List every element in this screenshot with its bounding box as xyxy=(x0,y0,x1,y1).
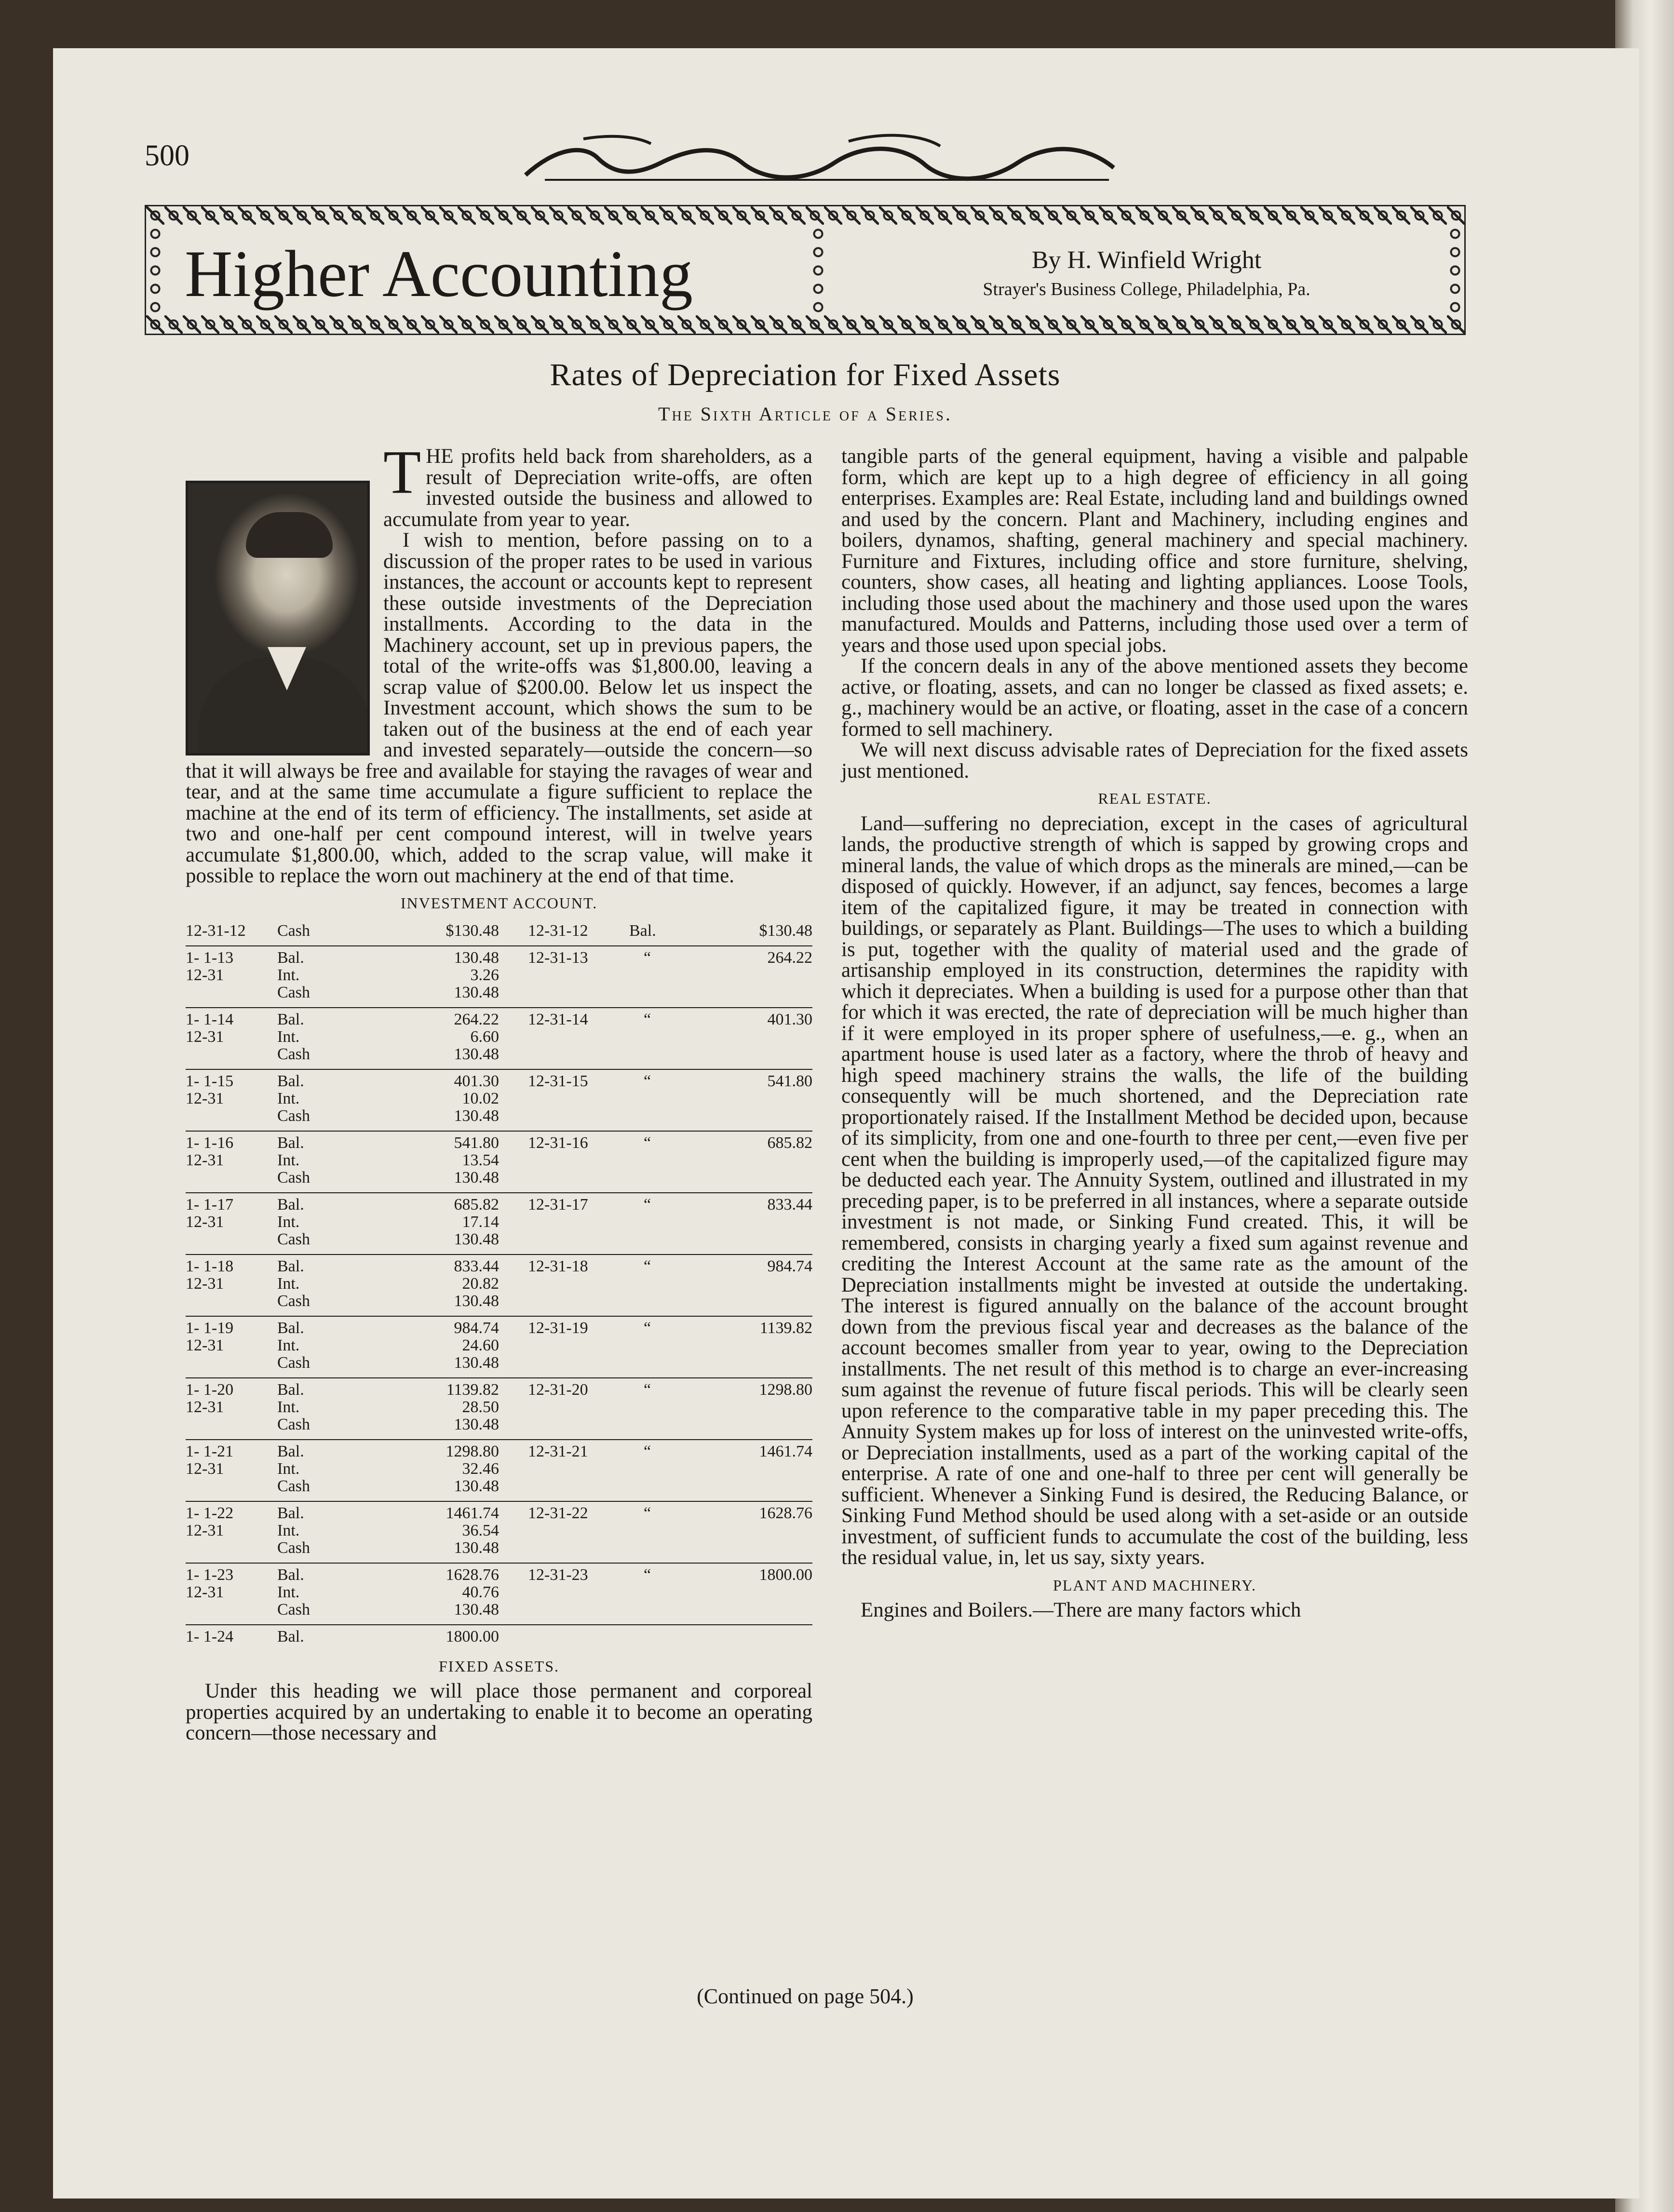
ledger-credit-amount: 1461.74 xyxy=(759,1442,812,1460)
ledger-label: Int. xyxy=(277,1521,300,1539)
article-title: Rates of Depreciation for Fixed Assets xyxy=(550,357,1061,392)
ledger-label: Cash xyxy=(277,1292,310,1310)
ledger-credit-date: 12-31-15 xyxy=(528,1072,588,1090)
ledger-entry xyxy=(186,1192,812,1252)
ledger-cash: 130.48 xyxy=(454,1353,499,1372)
ledger-interest: 36.54 xyxy=(462,1521,499,1539)
ledger-date: 12-31-12 xyxy=(186,921,246,940)
ledger-date: 1- 1-15 xyxy=(186,1072,234,1090)
ledger-date: 1- 1-16 xyxy=(186,1133,234,1152)
ornament-border-top xyxy=(146,206,1464,225)
ledger-interest: 40.76 xyxy=(462,1583,499,1601)
ledger-ditto: “ xyxy=(644,1319,651,1337)
ledger-date: 1- 1-20 xyxy=(186,1380,234,1399)
ledger-ditto: “ xyxy=(644,1195,651,1214)
intro-text: HE profits held back from shareholders, as a result of Depreciation write-offs, are often invested outside the business and allowed to accumulate from year to year. xyxy=(383,445,812,531)
ledger-label: Bal. xyxy=(277,1380,304,1399)
ledger-entry xyxy=(186,1501,812,1561)
ledger-credit-date: 12-31-22 xyxy=(528,1504,588,1522)
ledger-credit-date: 12-31-21 xyxy=(528,1442,588,1460)
ledger-label: Int. xyxy=(277,1398,300,1416)
ledger-credit-date: 12-31-20 xyxy=(528,1380,588,1399)
ledger-entry xyxy=(186,1254,812,1314)
ledger-label: Cash xyxy=(277,1045,310,1063)
ledger-label: Int. xyxy=(277,1459,300,1478)
ledger-label: Bal. xyxy=(277,1319,304,1337)
ledger-credit-date: 12-31-16 xyxy=(528,1133,588,1152)
ledger-label: Bal. xyxy=(277,1504,304,1522)
ledger-balance: 1461.74 xyxy=(446,1504,499,1522)
ledger-credit-amount: 541.80 xyxy=(767,1072,812,1090)
ledger-credit-amount: $130.48 xyxy=(759,921,812,940)
ledger-interest: 13.54 xyxy=(462,1151,499,1169)
ledger-date-end: 12-31 xyxy=(186,1459,224,1478)
ledger-title: INVESTMENT ACCOUNT. xyxy=(400,894,598,912)
ledger-credit-amount: 984.74 xyxy=(767,1257,812,1275)
ledger-label: Int. xyxy=(277,1151,300,1169)
ledger-date-end: 12-31 xyxy=(186,1027,224,1046)
ledger-label: Cash xyxy=(277,983,310,1001)
ledger-label: Cash xyxy=(277,1477,310,1495)
ledger-credit-date: 12-31-13 xyxy=(528,948,588,967)
ledger-label: Int. xyxy=(277,1336,300,1354)
drop-cap: T xyxy=(383,438,421,506)
ledger-date: 1- 1-19 xyxy=(186,1319,234,1337)
ledger-label: Cash xyxy=(277,1415,310,1433)
ledger-entry xyxy=(186,1439,812,1499)
ledger-label: Int. xyxy=(277,1089,300,1107)
ledger-ditto: “ xyxy=(644,1442,651,1460)
ledger-credit-amount: 685.82 xyxy=(767,1133,812,1152)
ledger-date: 1- 1-21 xyxy=(186,1442,234,1460)
ledger-interest: 17.14 xyxy=(462,1213,499,1231)
ledger-date: 1- 1-17 xyxy=(186,1195,234,1214)
ledger-date: 1- 1-13 xyxy=(186,948,234,967)
ledger-credit-amount: 264.22 xyxy=(767,948,812,967)
ledger-label: Cash xyxy=(277,1168,310,1187)
ledger-balance: 685.82 xyxy=(454,1195,499,1214)
ledger-cash: 130.48 xyxy=(454,1106,499,1125)
ledger-balance: 1628.76 xyxy=(446,1565,499,1584)
ledger-entry xyxy=(186,1377,812,1437)
ledger-balance: 833.44 xyxy=(454,1257,499,1275)
ledger-entry-first xyxy=(186,919,812,944)
ledger-cash: 130.48 xyxy=(454,1168,499,1187)
ledger-date: 1- 1-18 xyxy=(186,1257,234,1275)
ledger-credit-label: Bal. xyxy=(629,921,656,940)
ledger-interest: 24.60 xyxy=(462,1336,499,1354)
ledger-label: Bal. xyxy=(277,1010,304,1028)
ledger-label: Bal. xyxy=(277,1133,304,1152)
plant-machinery-heading: PLANT AND MACHINERY. xyxy=(1053,1576,1256,1594)
ledger-label: Bal. xyxy=(277,1072,304,1090)
ledger-credit-amount: 1139.82 xyxy=(759,1319,812,1337)
fixed-assets-heading: FIXED ASSETS. xyxy=(438,1657,560,1675)
ornament-border-left xyxy=(146,225,164,315)
ledger-cash: 130.48 xyxy=(454,1477,499,1495)
ledger-cash: 130.48 xyxy=(454,983,499,1001)
masthead-logo xyxy=(516,129,1123,192)
real-estate-paragraph: Land—suffering no depreciation, except in the cases of agricultural lands, the productive strength of which is sapped by growing crops and mineral lands, the value of which drops as the minerals are mined,—can be disposed of quickly. However, if an adjunct, say fences, becomes a large item of the capitalized figure, it may be treated in connection with buildings, or separately as Plant. Buildings—The uses to which a building is put, together with the quality of material used and the grade of artisanship employed in its construction, determines the rapidity with which it depreciates. When a building is used for a purpose other than that for which it was erected, the rate of depreciation will be much higher than if it were employed in its proper sphere of usefulness,—e. g., when an apartment house is used later as a factory, where the throb of heavy and high speed machinery strains the walls, the life of the building consequently will be much shortened, and the Depreciation rate proportionately raised. If the Installment Method be decided upon, because of its simplicity, from one and one-fourth to three per cent,—even five per cent when the building is improperly used,—of the capitalized figure may be deducted each year. The Annuity System, outlined and illustrated in my preceding paper, is to be preferred in all instances, where a separate outside investment is not made, or Sinking Fund created. This, it will be remembered, consists in charging yearly a fixed sum against revenue and crediting the Interest Account at the same rate as the amount of the Depreciation installments might be invested at outside the undertaking. The interest is figured annually on the balance of the account brought down from the previous fiscal year and decreases as the balance of the account becomes smaller from year to year, owing to the Depreciation installments. The net result of this method is to charge an ever-increasing sum against the revenue of future fiscal periods. This will be clearly seen upon reference to the comparative table in my paper preceding this. The Annuity System makes up for loss of interest on the uninvested write-offs, or Depreciation installments, used as a part of the working capital of the enterprise. A rate of one and one-half to three per cent will generally be sufficient. Whenever a Sinking Fund is desired, the Reducing Balance, or Sinking Fund Method should be used along with a set-aside or an outside investment, of sufficient funds to accumulate the cost of the building, less the residual value, in, let us say, sixty years. xyxy=(841,812,1468,1569)
ledger-label: Int. xyxy=(277,966,300,984)
ledger-date-end: 12-31 xyxy=(186,1521,224,1539)
section-title: Higher Accounting xyxy=(185,237,693,310)
ledger-credit-amount: 1628.76 xyxy=(759,1504,812,1522)
ledger-label: Bal. xyxy=(277,1565,304,1584)
ledger-rows xyxy=(186,945,812,1622)
masthead-script xyxy=(516,129,1123,192)
ledger-entry-last xyxy=(186,1624,812,1649)
ledger-label: Bal. xyxy=(277,1257,304,1275)
ledger-date-end: 12-31 xyxy=(186,1213,224,1231)
ledger-interest: 6.60 xyxy=(470,1027,499,1046)
ledger-ditto: “ xyxy=(644,1380,651,1399)
body-paragraph: I wish to mention, before passing on to a discussion of the proper rates to be used in various instances, the account or accounts kept to represent these outside investments of the Depreciation installments. According to the data in the Machinery account, set up in previous papers, the total of the write-offs was $1,800.00, leaving a scrap value of $200.00. Below let us inspect the Investment account, which shows the sum to be taken out of the business at the end of each year and invested separately—outside the concern—so that it will always be free and available for staying the ravages of wear and tear, and at the same time accumulate a figure sufficient to replace the machine at the end of its term of efficiency. The installments, set aside at two and one-half per cent compound interest, will in twelve years accumulate $1,800.00, which, added to the scrap value, will make it possible to replace the worn out machinery at the end of that time. xyxy=(186,529,812,887)
ledger-label: Cash xyxy=(277,921,310,940)
ledger-ditto: “ xyxy=(644,948,651,967)
right-column xyxy=(841,446,1468,1621)
ledger-cash: 130.48 xyxy=(454,1045,499,1063)
fixed-assets-paragraph: Under this heading we will place those permanent and corporeal properties acquired by an undertaking to enable it to become an operating concern—those necessary and xyxy=(186,1680,812,1744)
ledger-entry xyxy=(186,1069,812,1129)
body-paragraph: If the concern deals in any of the above mentioned assets they become active, or floating, assets, and can no longer be classed as fixed assets; e. g., machinery would be an active, or floating, asset in the case of a concern formed to sell machinery. xyxy=(841,655,1468,741)
ledger-label: Cash xyxy=(277,1600,310,1619)
ledger-date-end: 12-31 xyxy=(186,1274,224,1293)
real-estate-heading: REAL ESTATE. xyxy=(1098,790,1212,807)
continued-note: (Continued on page 504.) xyxy=(697,1984,914,2008)
ledger-label: Bal. xyxy=(277,1442,304,1460)
ledger-cash: 130.48 xyxy=(454,1292,499,1310)
ledger-balance: 541.80 xyxy=(454,1133,499,1152)
ledger-credit-amount: 401.30 xyxy=(767,1010,812,1028)
ledger-date-end: 12-31 xyxy=(186,1151,224,1169)
ledger-label: Cash xyxy=(277,1353,310,1372)
ledger-label: Int. xyxy=(277,1583,300,1601)
ledger-entry xyxy=(186,1131,812,1190)
ledger-credit-amount: 833.44 xyxy=(767,1195,812,1214)
author-affiliation: Strayer's Business College, Philadelphia, Pa. xyxy=(983,279,1310,299)
ledger-ditto: “ xyxy=(644,1010,651,1028)
ledger-date-end: 12-31 xyxy=(186,1089,224,1107)
ledger-balance: 1139.82 xyxy=(446,1380,499,1399)
plant-machinery-paragraph: Engines and Boilers.—There are many factors which xyxy=(861,1599,1301,1621)
ledger-balance: 1298.80 xyxy=(446,1442,499,1460)
ledger-date-end: 12-31 xyxy=(186,1583,224,1601)
ledger-ditto: “ xyxy=(644,1504,651,1522)
ledger-balance: 130.48 xyxy=(454,948,499,967)
ledger-label: Bal. xyxy=(277,1195,304,1214)
ledger-date: 1- 1-22 xyxy=(186,1504,234,1522)
left-column xyxy=(186,438,812,1744)
ledger-entry xyxy=(186,1563,812,1622)
ledger-date-end: 12-31 xyxy=(186,1336,224,1354)
ledger-label: Cash xyxy=(277,1538,310,1557)
ledger-interest: 28.50 xyxy=(462,1398,499,1416)
ledger-amount: $130.48 xyxy=(446,921,499,940)
ledger-entry xyxy=(186,1007,812,1067)
ledger-amount: 1800.00 xyxy=(446,1627,499,1646)
author-portrait xyxy=(186,481,370,755)
ledger-credit-date: 12-31-23 xyxy=(528,1565,588,1584)
ledger-label: Int. xyxy=(277,1213,300,1231)
body-paragraph: tangible parts of the general equipment, having a visible and palpable form, which are kept up to a high degree of efficiency in all going enterprises. Examples are: Real Estate, including land and buildings owned and used by the concern. Plant and Machinery, including engines and boilers, dynamos, shafting, general machinery and special machinery. Furniture and Fixtures, including office and store furniture, shelving, counters, show cases, all heating and lighting appliances. Loose Tools, including those used about the machinery and those used upon the wares manufactured. Moulds and Patterns, including those used over a term of years and those used upon special jobs. xyxy=(841,445,1468,657)
ledger-date: 1- 1-24 xyxy=(186,1627,234,1646)
ledger-credit-date: 12-31-17 xyxy=(528,1195,588,1214)
ledger-date: 1- 1-14 xyxy=(186,1010,234,1028)
body-paragraph: We will next discuss advisable rates of Depreciation for the fixed assets just mentioned. xyxy=(841,739,1468,782)
ornament-divider xyxy=(809,225,827,315)
ledger-interest: 3.26 xyxy=(470,966,499,984)
ledger-label: Bal. xyxy=(277,948,304,967)
ledger-label: Int. xyxy=(277,1027,300,1046)
ledger-cash: 130.48 xyxy=(454,1538,499,1557)
ledger-cash: 130.48 xyxy=(454,1600,499,1619)
ledger-date-end: 12-31 xyxy=(186,966,224,984)
ledger-label: Cash xyxy=(277,1106,310,1125)
ledger-date-end: 12-31 xyxy=(186,1398,224,1416)
ledger-ditto: “ xyxy=(644,1072,651,1090)
ledger-credit-date: 12-31-12 xyxy=(528,921,588,940)
ledger-interest: 32.46 xyxy=(462,1459,499,1478)
ledger-credit-date: 12-31-19 xyxy=(528,1319,588,1337)
ledger-ditto: “ xyxy=(644,1257,651,1275)
ledger-cash: 130.48 xyxy=(454,1415,499,1433)
ledger-label: Cash xyxy=(277,1230,310,1248)
ledger-balance: 984.74 xyxy=(454,1319,499,1337)
ledger-entry xyxy=(186,1316,812,1376)
article-subtitle: The Sixth Article of a Series. xyxy=(658,403,952,425)
ledger-cash: 130.48 xyxy=(454,1230,499,1248)
author-byline: By H. Winfield Wright xyxy=(1031,246,1262,274)
ledger-credit-amount: 1800.00 xyxy=(759,1565,812,1584)
ledger-interest: 20.82 xyxy=(462,1274,499,1293)
section-banner xyxy=(145,205,1466,335)
ledger-balance: 401.30 xyxy=(454,1072,499,1090)
ledger-label: Int. xyxy=(277,1274,300,1293)
ledger-label: Bal. xyxy=(277,1627,304,1646)
ledger-entry xyxy=(186,945,812,1005)
investment-account-ledger xyxy=(186,894,812,1649)
ledger-ditto: “ xyxy=(644,1133,651,1152)
ledger-credit-date: 12-31-14 xyxy=(528,1010,588,1028)
ledger-ditto: “ xyxy=(644,1565,651,1584)
ledger-balance: 264.22 xyxy=(454,1010,499,1028)
ledger-credit-date: 12-31-18 xyxy=(528,1257,588,1275)
page-number: 500 xyxy=(145,139,189,172)
ornament-border-bottom xyxy=(146,315,1464,334)
ledger-date: 1- 1-23 xyxy=(186,1565,234,1584)
ornament-border-right xyxy=(1446,225,1464,315)
ledger-interest: 10.02 xyxy=(462,1089,499,1107)
ledger-credit-amount: 1298.80 xyxy=(759,1380,812,1399)
